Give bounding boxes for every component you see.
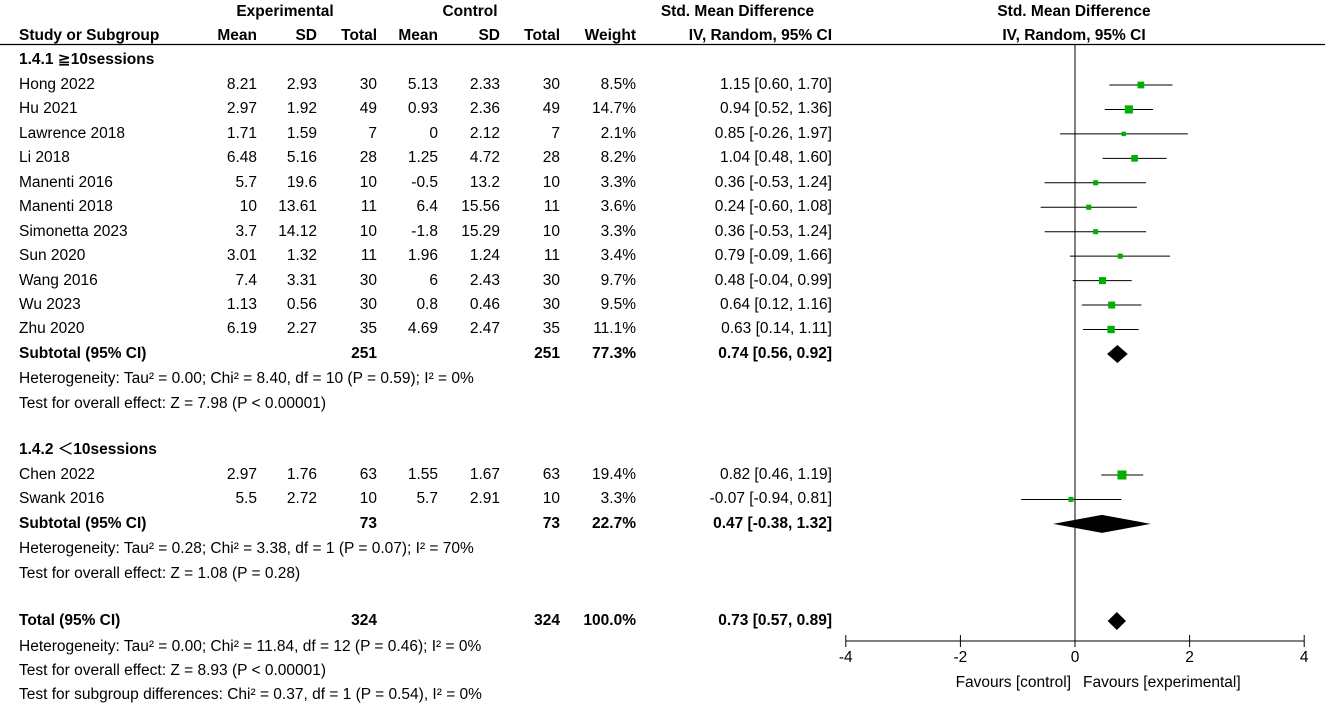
control-mean-header: Mean xyxy=(398,27,438,44)
experimental-mean: 1.13 xyxy=(226,296,257,313)
experimental-header: Experimental xyxy=(236,3,334,20)
favours-control-label: Favours [control] xyxy=(955,674,1071,691)
study-name: Manenti 2016 xyxy=(19,174,113,191)
subgroup-differences-test: Test for subgroup differences: Chi² = 0.37, df = 1 (P = 0.54), I² = 0% xyxy=(19,686,482,703)
x-axis-tick-label: 2 xyxy=(1185,649,1194,666)
experimental-mean: 8.21 xyxy=(226,76,257,93)
subtotal-experimental-n: 251 xyxy=(351,345,377,362)
study-effect-marker xyxy=(1099,277,1106,284)
smd-header: Std. Mean Difference xyxy=(660,3,815,20)
experimental-total: 11 xyxy=(360,198,377,215)
study-weight: 9.7% xyxy=(600,272,636,289)
total-label: Total (95% CI) xyxy=(19,612,121,629)
control-mean: -0.5 xyxy=(411,174,438,191)
study-ci: 0.82 [0.46, 1.19] xyxy=(719,466,832,483)
control-total: 35 xyxy=(542,320,560,337)
experimental-total: 49 xyxy=(359,100,377,117)
study-weight: 3.3% xyxy=(600,223,636,240)
study-ci: 0.36 [-0.53, 1.24] xyxy=(714,223,832,240)
experimental-mean: 3.7 xyxy=(235,223,257,240)
control-mean: 0 xyxy=(429,125,438,142)
total-heterogeneity: Heterogeneity: Tau² = 0.00; Chi² = 11.84, df = 12 (P = 0.46); I² = 0% xyxy=(19,638,482,655)
control-sd-header: SD xyxy=(478,27,500,44)
control-total: 30 xyxy=(542,296,560,313)
experimental-mean: 1.71 xyxy=(226,125,257,142)
experimental-total: 10 xyxy=(359,490,377,507)
study-name: Hong 2022 xyxy=(19,76,95,93)
experimental-mean: 5.7 xyxy=(235,174,257,191)
control-total: 10 xyxy=(542,174,560,191)
experimental-sd: 14.12 xyxy=(278,223,317,240)
experimental-total: 63 xyxy=(359,466,377,483)
study-ci: 1.04 [0.48, 1.60] xyxy=(719,149,832,166)
study-effect-marker xyxy=(1121,132,1125,136)
control-mean: 0.8 xyxy=(416,296,438,313)
control-mean: -1.8 xyxy=(411,223,438,240)
experimental-mean: 6.19 xyxy=(226,320,257,337)
study-effect-marker xyxy=(1093,229,1098,234)
experimental-mean: 2.97 xyxy=(226,100,257,117)
control-sd: 2.33 xyxy=(469,76,500,93)
control-mean: 1.55 xyxy=(407,466,438,483)
experimental-sd-header: SD xyxy=(295,27,317,44)
control-total: 30 xyxy=(542,76,560,93)
control-mean: 6.4 xyxy=(416,198,438,215)
control-total: 7 xyxy=(551,125,560,142)
study-name: Sun 2020 xyxy=(19,247,86,264)
total-overall-effect: Test for overall effect: Z = 8.93 (P < 0.00001) xyxy=(19,662,327,679)
study-name: Chen 2022 xyxy=(19,466,95,483)
total-experimental-n: 324 xyxy=(351,612,377,629)
study-ci: 0.85 [-0.26, 1.97] xyxy=(714,125,832,142)
study-ci: 1.15 [0.60, 1.70] xyxy=(719,76,832,93)
subtotal-ci: 0.74 [0.56, 0.92] xyxy=(718,345,832,362)
control-mean: 5.13 xyxy=(407,76,438,93)
subtotal-label: Subtotal (95% CI) xyxy=(19,515,147,532)
experimental-total: 35 xyxy=(359,320,377,337)
x-axis-tick-label: -4 xyxy=(838,649,853,666)
subtotal-weight: 77.3% xyxy=(592,345,636,362)
study-name: Zhu 2020 xyxy=(19,320,85,337)
control-mean: 4.69 xyxy=(407,320,438,337)
study-effect-marker xyxy=(1093,180,1098,185)
experimental-mean: 6.48 xyxy=(226,149,257,166)
study-name: Wang 2016 xyxy=(19,272,98,289)
subtotal-experimental-n: 73 xyxy=(359,515,377,532)
study-effect-marker xyxy=(1131,155,1138,162)
experimental-mean: 5.5 xyxy=(235,490,257,507)
experimental-total-header: Total xyxy=(341,27,377,44)
experimental-sd: 5.16 xyxy=(286,149,317,166)
study-effect-marker xyxy=(1138,82,1145,89)
control-total: 11 xyxy=(543,198,560,215)
control-sd: 2.36 xyxy=(469,100,500,117)
control-total: 28 xyxy=(542,149,560,166)
experimental-sd: 2.27 xyxy=(286,320,317,337)
study-effect-marker xyxy=(1068,497,1073,502)
experimental-mean: 2.97 xyxy=(226,466,257,483)
control-sd: 1.24 xyxy=(469,247,500,264)
control-header: Control xyxy=(442,3,498,20)
study-name: Lawrence 2018 xyxy=(19,125,125,142)
control-total: 11 xyxy=(543,247,560,264)
study-effect-marker xyxy=(1118,254,1123,259)
study-weight: 11.1% xyxy=(593,320,636,337)
experimental-mean: 7.4 xyxy=(235,272,257,289)
subgroup-overall-effect: Test for overall effect: Z = 7.98 (P < 0.00001) xyxy=(19,395,327,412)
study-effect-marker xyxy=(1107,326,1114,333)
weight-header: Weight xyxy=(584,27,636,44)
study-column-header: Study or Subgroup xyxy=(19,27,160,44)
experimental-sd: 2.93 xyxy=(286,76,317,93)
study-weight: 3.4% xyxy=(600,247,636,264)
control-mean: 1.25 xyxy=(407,149,438,166)
control-mean: 5.7 xyxy=(416,490,438,507)
study-ci: 0.48 [-0.04, 0.99] xyxy=(714,272,832,289)
experimental-sd: 2.72 xyxy=(286,490,317,507)
total-weight: 100.0% xyxy=(583,612,636,629)
control-sd: 15.56 xyxy=(461,198,500,215)
experimental-total: 28 xyxy=(359,149,377,166)
subtotal-control-n: 251 xyxy=(534,345,560,362)
study-ci: 0.63 [0.14, 1.11] xyxy=(721,320,832,337)
experimental-sd: 1.32 xyxy=(286,247,317,264)
x-axis-tick-label: -2 xyxy=(953,649,968,666)
smd-plot-header: Std. Mean Difference xyxy=(997,3,1151,20)
control-sd: 0.46 xyxy=(469,296,500,313)
study-ci: 0.79 [-0.09, 1.66] xyxy=(714,247,832,264)
subgroup-heterogeneity: Heterogeneity: Tau² = 0.00; Chi² = 8.40, df = 10 (P = 0.59); I² = 0% xyxy=(19,370,474,387)
study-effect-marker xyxy=(1108,302,1115,309)
experimental-total: 30 xyxy=(359,76,377,93)
experimental-sd: 1.76 xyxy=(286,466,317,483)
experimental-sd: 19.6 xyxy=(286,174,317,191)
control-sd: 4.72 xyxy=(469,149,500,166)
experimental-mean: 10 xyxy=(239,198,257,215)
method-header: IV, Random, 95% CI xyxy=(688,27,832,44)
study-effect-marker xyxy=(1117,470,1126,479)
study-name: Swank 2016 xyxy=(19,490,105,507)
control-total: 10 xyxy=(542,490,560,507)
study-ci: -0.07 [-0.94, 0.81] xyxy=(709,490,832,507)
study-effect-marker xyxy=(1125,105,1133,113)
control-total: 63 xyxy=(542,466,560,483)
control-total: 30 xyxy=(542,272,560,289)
study-name: Wu 2023 xyxy=(19,296,81,313)
control-total-header: Total xyxy=(524,27,560,44)
experimental-total: 30 xyxy=(359,296,377,313)
study-ci: 0.64 [0.12, 1.16] xyxy=(719,296,832,313)
study-weight: 14.7% xyxy=(592,100,636,117)
experimental-total: 7 xyxy=(368,125,377,142)
control-sd: 2.43 xyxy=(469,272,500,289)
experimental-total: 30 xyxy=(359,272,377,289)
control-mean: 1.96 xyxy=(407,247,438,264)
study-weight: 3.3% xyxy=(600,174,636,191)
experimental-mean: 3.01 xyxy=(226,247,257,264)
subgroup-2-title: 1.4.2 ＜10sessions xyxy=(19,441,157,458)
experimental-total: 10 xyxy=(359,174,377,191)
study-weight: 19.4% xyxy=(592,466,636,483)
control-sd: 2.47 xyxy=(469,320,500,337)
study-ci: 0.36 [-0.53, 1.24] xyxy=(714,174,832,191)
control-sd: 13.2 xyxy=(469,174,500,191)
control-sd: 1.67 xyxy=(469,466,500,483)
control-mean: 6 xyxy=(429,272,438,289)
study-weight: 3.6% xyxy=(600,198,636,215)
experimental-mean-header: Mean xyxy=(217,27,257,44)
study-name: Manenti 2018 xyxy=(19,198,113,215)
study-weight: 9.5% xyxy=(600,296,636,313)
study-weight: 8.5% xyxy=(600,76,636,93)
total-diamond xyxy=(1108,612,1126,630)
study-weight: 3.3% xyxy=(600,490,636,507)
favours-experimental-label: Favours [experimental] xyxy=(1083,674,1241,691)
experimental-sd: 3.31 xyxy=(286,272,317,289)
control-total: 10 xyxy=(542,223,560,240)
subtotal-label: Subtotal (95% CI) xyxy=(19,345,147,362)
subtotal-ci: 0.47 [-0.38, 1.32] xyxy=(713,515,832,532)
subtotal-diamond xyxy=(1107,345,1128,363)
subgroup-overall-effect: Test for overall effect: Z = 1.08 (P = 0.28) xyxy=(19,565,301,582)
study-name: Simonetta 2023 xyxy=(19,223,128,240)
subgroup-heterogeneity: Heterogeneity: Tau² = 0.28; Chi² = 3.38, df = 1 (P = 0.07); I² = 70% xyxy=(19,540,474,557)
subtotal-diamond xyxy=(1053,515,1150,533)
study-ci: 0.94 [0.52, 1.36] xyxy=(719,100,832,117)
experimental-sd: 0.56 xyxy=(286,296,317,313)
control-sd: 2.91 xyxy=(469,490,500,507)
study-ci: 0.24 [-0.60, 1.08] xyxy=(714,198,832,215)
experimental-total: 10 xyxy=(359,223,377,240)
study-effect-marker xyxy=(1086,205,1091,210)
method-plot-header: IV, Random, 95% CI xyxy=(1002,27,1146,44)
study-name: Li 2018 xyxy=(19,149,70,166)
total-control-n: 324 xyxy=(534,612,560,629)
subtotal-weight: 22.7% xyxy=(592,515,636,532)
subgroup-1-title: 1.4.1 ≧10sessions xyxy=(19,51,155,68)
experimental-total: 11 xyxy=(360,247,377,264)
x-axis-tick-label: 4 xyxy=(1299,649,1309,666)
control-total: 49 xyxy=(542,100,560,117)
experimental-sd: 1.92 xyxy=(286,100,317,117)
study-name: Hu 2021 xyxy=(19,100,78,117)
total-ci: 0.73 [0.57, 0.89] xyxy=(718,612,832,629)
study-weight: 8.2% xyxy=(600,149,636,166)
control-sd: 15.29 xyxy=(461,223,500,240)
experimental-sd: 13.61 xyxy=(278,198,317,215)
x-axis-tick-label: 0 xyxy=(1070,649,1080,666)
control-sd: 2.12 xyxy=(469,125,500,142)
subtotal-control-n: 73 xyxy=(542,515,560,532)
study-weight: 2.1% xyxy=(600,125,636,142)
control-mean: 0.93 xyxy=(407,100,438,117)
experimental-sd: 1.59 xyxy=(286,125,317,142)
